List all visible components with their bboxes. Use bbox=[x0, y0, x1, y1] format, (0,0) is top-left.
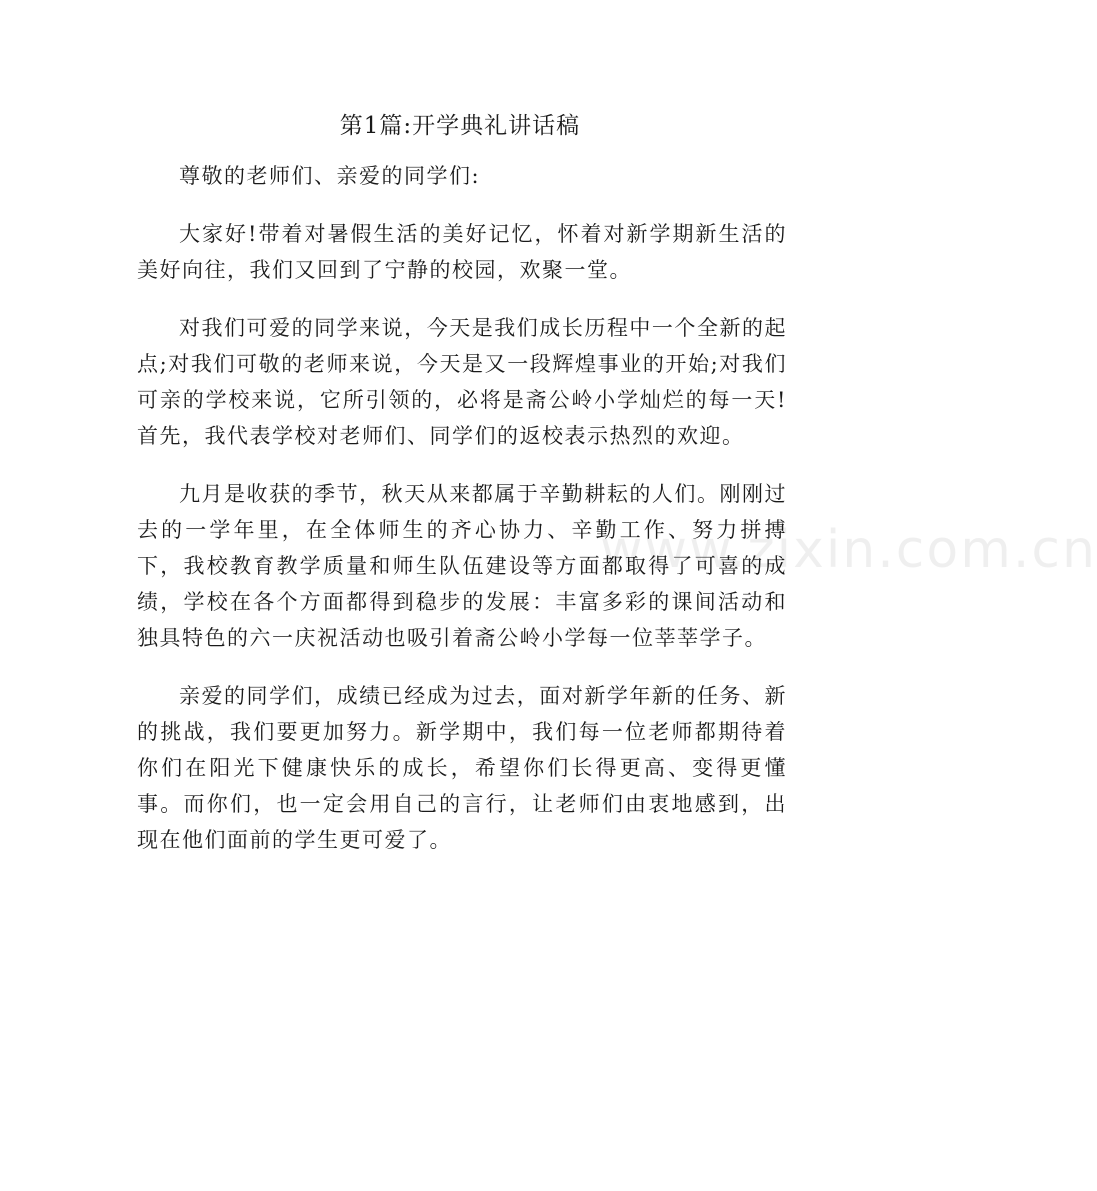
document-body bbox=[137, 158, 787, 880]
watermark: www.zixin.com.cn bbox=[600, 520, 1097, 580]
page-title: 第1篇:开学典礼讲话稿 bbox=[339, 113, 581, 139]
paragraph-4: 亲爱的同学们，成绩已经成为过去，面对新学年新的任务、新的挑战，我们要更加努力。新学期中，我们每一位老师都期待着你们在阳光下健康快乐的成长，希望你们长得更高、变得更懂事。而你们，也一定会用自己的言行，让老师们由衷地感到，出现在他们面前的学生更可爱了。 bbox=[137, 684, 787, 852]
paragraph-3: 九月是收获的季节，秋天从来都属于辛勤耕耘的人们。刚刚过去的一学年里，在全体师生的齐心协力、辛勤工作、努力拼搏下，我校教育教学质量和师生队伍建设等方面都取得了可喜的成绩，学校在各个方面都得到稳步的发展：丰富多彩的课间活动和独具特色的六一庆祝活动也吸引着斋公岭小学每一位莘莘学子。 bbox=[137, 482, 787, 650]
salutation: 尊敬的老师们、亲爱的同学们: bbox=[179, 164, 481, 188]
paragraph-1: 大家好!带着对暑假生活的美好记忆，怀着对新学期新生活的美好向往，我们又回到了宁静的校园，欢聚一堂。 bbox=[137, 222, 787, 282]
paragraph-2: 对我们可爱的同学来说，今天是我们成长历程中一个全新的起点;对我们可敬的老师来说，今天是又一段辉煌事业的开始;对我们可亲的学校来说，它所引领的，必将是斋公岭小学灿烂的每一天!首先，我代表学校对老师们、同学们的返校表示热烈的欢迎。 bbox=[137, 316, 787, 448]
